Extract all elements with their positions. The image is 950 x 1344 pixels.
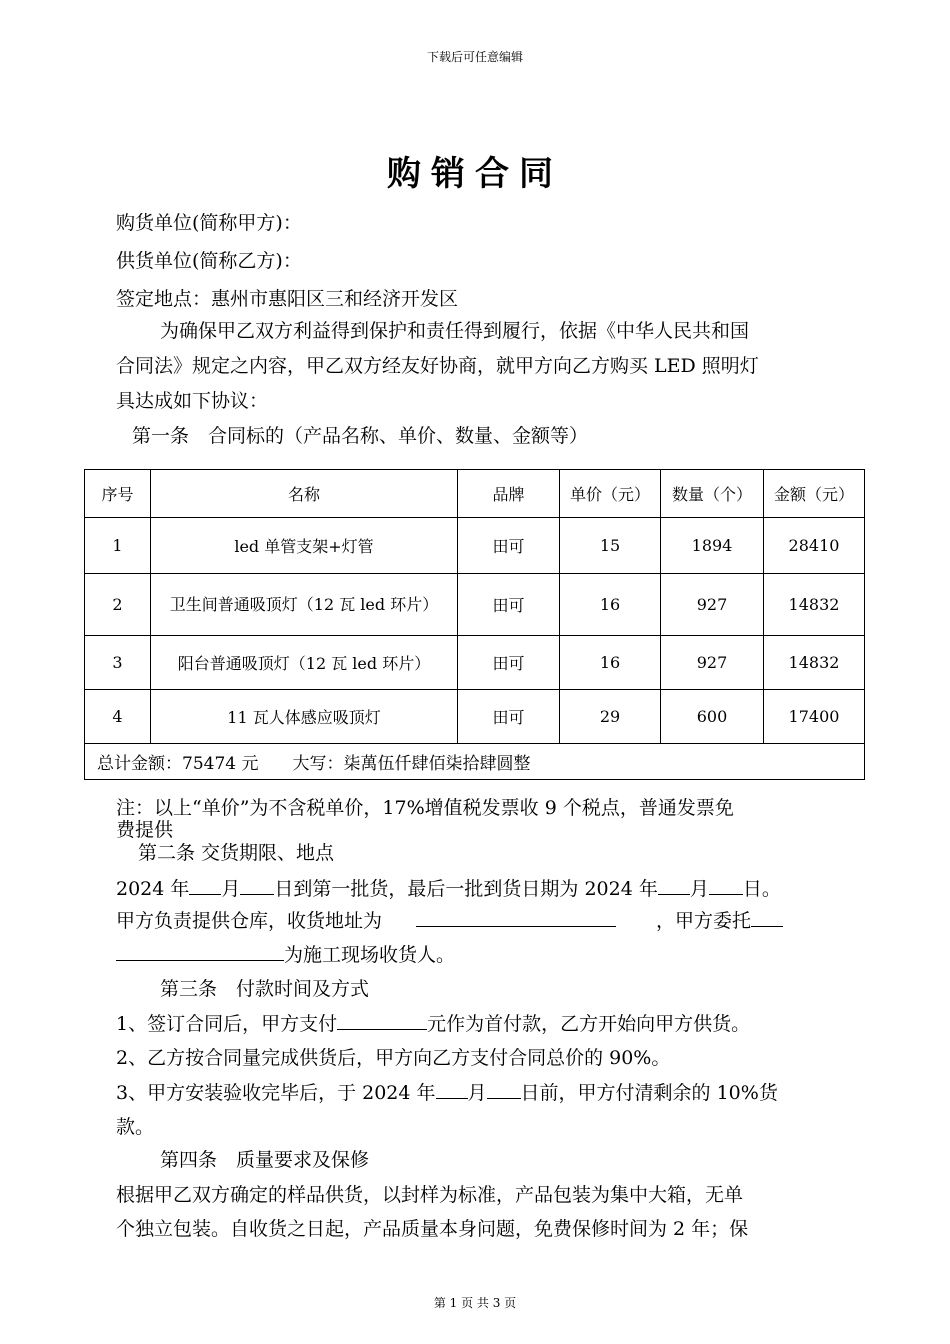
col-header-quantity: 数量（个） [661, 470, 764, 518]
article-4-heading: 第四条 质量要求及保修 [160, 1149, 370, 1171]
cell-index: 1 [85, 518, 151, 574]
page-header: 下载后可任意编辑 [426, 50, 523, 64]
delivery-text: 月 [221, 878, 241, 900]
cell-amount: 14832 [764, 574, 865, 636]
cell-amount: 17400 [764, 690, 865, 744]
payment-text: 1、签订合同后，甲方支付 [116, 1013, 338, 1035]
note-line-2: 费提供 [116, 819, 174, 841]
blank-receiver [116, 942, 284, 961]
col-header-brand: 品牌 [458, 470, 560, 518]
cell-quantity: 927 [661, 574, 764, 636]
payment-line-1 [116, 1009, 750, 1036]
page-footer: 第 1 页 共 3 页 [433, 1296, 517, 1310]
col-header-unit-price: 单价（元） [560, 470, 661, 518]
blank-day [240, 876, 274, 895]
cell-amount: 28410 [764, 518, 865, 574]
col-header-name: 名称 [151, 470, 458, 518]
cell-quantity: 600 [661, 690, 764, 744]
blank-day [487, 1080, 521, 1099]
delivery-text: 日到第一批货，最后一批到货日期为 2024 年 [274, 878, 658, 900]
blank-day [709, 876, 743, 895]
blank-month [658, 876, 690, 895]
delivery-text: 月 [689, 878, 709, 900]
delivery-line-3 [116, 940, 455, 967]
article-2-heading: 第二条 交货期限、地点 [138, 842, 335, 864]
delivery-line-1 [116, 874, 781, 901]
document-title: 购销合同 [387, 154, 563, 194]
col-header-amount: 金额（元） [764, 470, 865, 518]
table-row [85, 574, 865, 636]
cell-unit-price: 16 [560, 574, 661, 636]
payment-text: 月 [467, 1082, 487, 1104]
table-row [85, 518, 865, 574]
payment-text: 日前，甲方付清剩余的 10%货 [520, 1082, 778, 1104]
cell-name: led 单管支架+灯管 [151, 518, 458, 574]
blank-down-payment [337, 1011, 427, 1030]
cell-quantity: 1894 [661, 518, 764, 574]
intro-line-3: 具达成如下协议： [116, 390, 269, 412]
cell-name: 阳台普通吸顶灯（12 瓦 led 环片） [151, 636, 458, 690]
delivery-line-2 [116, 906, 783, 933]
delivery-text: 2024 年 [116, 878, 190, 900]
cell-amount: 14832 [764, 636, 865, 690]
table-row [85, 636, 865, 690]
buyer-line: 购货单位(简称甲方)： [116, 212, 302, 234]
intro-line-1: 为确保甲乙双方利益得到保护和责任得到履行，依据《中华人民共和国 [160, 320, 750, 342]
total-amount: 总计金额：75474 元 大写：柒萬伍仟肆佰柒拾肆圆整 [85, 744, 865, 780]
payment-text: 元作为首付款，乙方开始向甲方供货。 [427, 1013, 751, 1035]
table-row [85, 690, 865, 744]
article-3-heading: 第三条 付款时间及方式 [160, 978, 370, 1000]
article-1-heading: 第一条 合同标的（产品名称、单价、数量、金额等） [132, 425, 589, 447]
cell-brand: 田可 [458, 574, 560, 636]
cell-brand: 田可 [458, 518, 560, 574]
table-header-row [85, 470, 865, 518]
blank-month [436, 1080, 468, 1099]
note-line-1: 注：以上“单价”为不含税单价，17%增值税发票收 9 个税点，普通发票免 [116, 797, 734, 819]
cell-unit-price: 16 [560, 636, 661, 690]
cell-unit-price: 15 [560, 518, 661, 574]
blank-month [189, 876, 221, 895]
blank-receiver [751, 908, 783, 927]
table-total-row [85, 744, 865, 780]
goods-table [84, 469, 865, 780]
cell-index: 3 [85, 636, 151, 690]
delivery-text: 日。 [742, 878, 781, 900]
payment-line-4: 款。 [116, 1116, 155, 1138]
payment-line-3 [116, 1078, 778, 1105]
seller-line: 供货单位(简称乙方)： [116, 250, 302, 272]
cell-index: 4 [85, 690, 151, 744]
col-header-index: 序号 [85, 470, 151, 518]
signing-place: 签定地点：惠州市惠阳区三和经济开发区 [116, 288, 459, 310]
cell-name: 11 瓦人体感应吸顶灯 [151, 690, 458, 744]
cell-quantity: 927 [661, 636, 764, 690]
cell-brand: 田可 [458, 636, 560, 690]
quality-line-1: 根据甲乙双方确定的样品供货，以封样为标准，产品包装为集中大箱，无单 [116, 1184, 744, 1206]
delivery-text: 甲方负责提供仓库，收货地址为 [116, 910, 383, 932]
cell-unit-price: 29 [560, 690, 661, 744]
delivery-text: ，甲方委托 [656, 910, 752, 932]
payment-line-2: 2、乙方按合同量完成供货后，甲方向乙方支付合同总价的 90%。 [116, 1047, 671, 1069]
cell-index: 2 [85, 574, 151, 636]
blank-address [416, 908, 616, 927]
payment-text: 3、甲方安装验收完毕后，于 2024 年 [116, 1082, 436, 1104]
delivery-text: 为施工现场收货人。 [284, 944, 456, 966]
cell-name: 卫生间普通吸顶灯（12 瓦 led 环片） [151, 574, 458, 636]
intro-line-2: 合同法》规定之内容，甲乙双方经友好协商，就甲方向乙方购买 LED 照明灯 [116, 355, 759, 377]
quality-line-2: 个独立包装。自收货之日起，产品质量本身问题，免费保修时间为 2 年；保 [116, 1218, 749, 1240]
cell-brand: 田可 [458, 690, 560, 744]
